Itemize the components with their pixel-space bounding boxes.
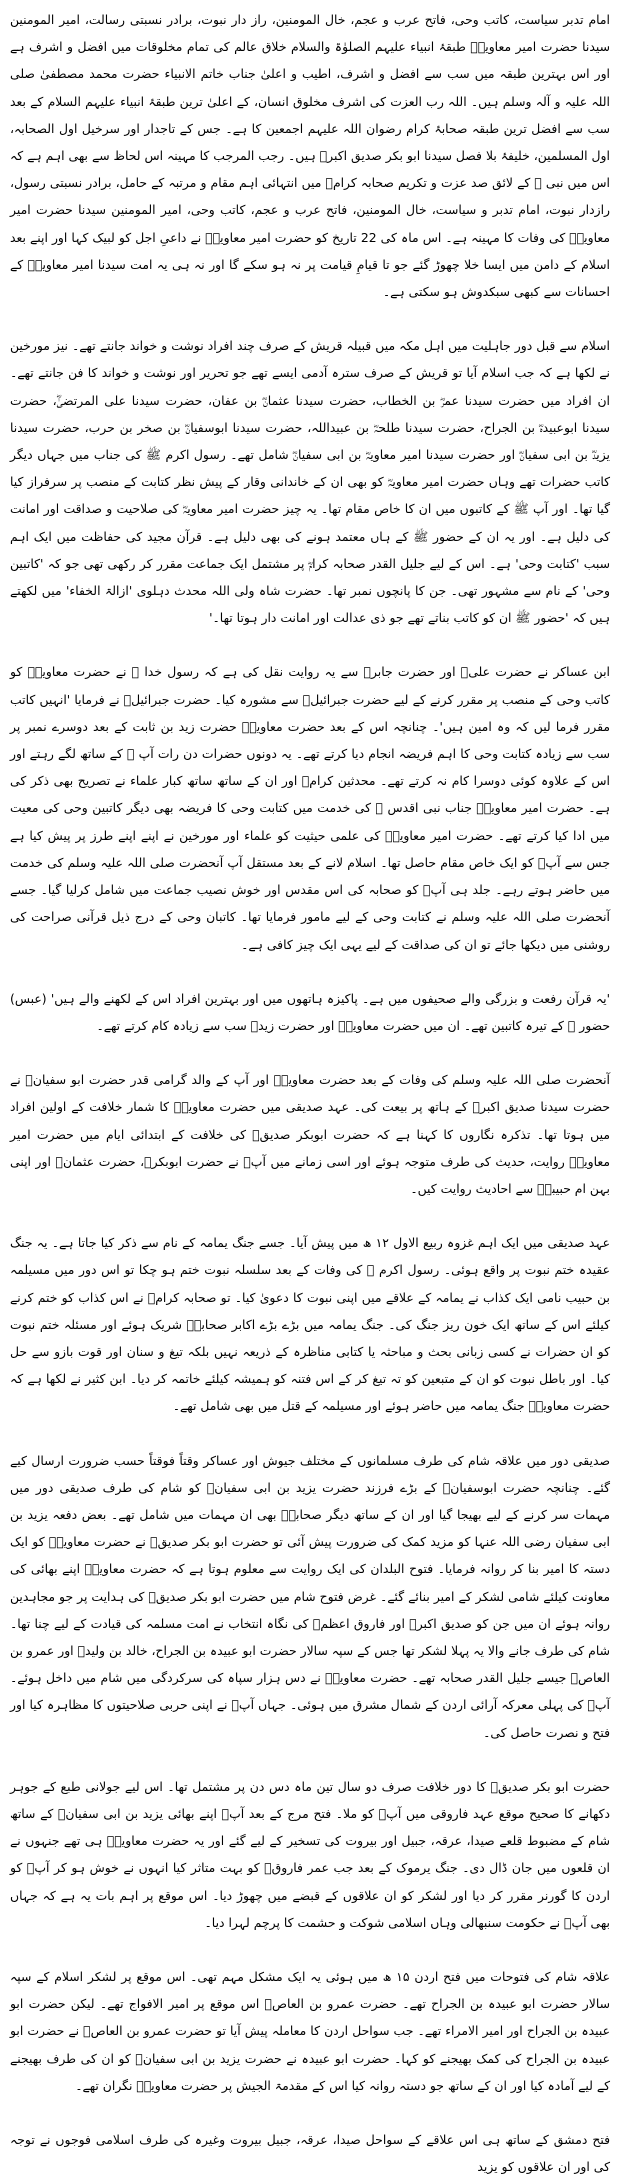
article-paragraph: حضرت ابو بکر صدیقؓ کا دور خلافت صرف دو سال تین ماہ دس دن پر مشتمل تھا۔ اس لیے جولانی طبع کے جوہر دکھانے کا صحیح موقع عہد فاروقی میں آپؓ کو ملا۔ فتح مرج کے بعد آپؓ اپنے بھائی یزید بن ابی سفیانؓ کے ساتھ شام کے مضبوط قلعے صیدا، عرقہ، جبیل اور بیروت کی تسخیر کے لیے گئے اور یہ حضرت معاویہؓ ہی تھے جنہوں نے ان قلعوں میں جان ڈال دی۔ جنگ یرموک کے بعد جب عمر فاروقؓ کو بہت متاثر کیا انہوں نے خوش ہو کر آپؓ کو اردن کا گورنر مقرر کر دیا اور لشکر کو ان علاقوں کے قبضے میں چھوڑ دیا۔ اس موقع پر اہم بات یہ ہے کہ جہاں بھی آپؓ نے حکومت سنبھالی وہاں اسلامی شوکت و حشمت کا پرچم لہرا دیا۔ <box>10 1778 610 1930</box>
article-paragraph: ابن عساکر نے حضرت علیؓ اور حضرت جابرؓ سے یہ روایت نقل کی ہے کہ رسول خدا ﷺ نے حضرت معاویہؓ کو کاتب وحی کے منصب پر مقرر کرنے کے لیے حضرت جبرائیلؑ سے مشورہ کیا۔ حضرت جبرائیلؑ نے فرمایا 'انہیں کاتب مقرر فرما لیں کہ وہ امین ہیں'۔ چنانچہ اس کے بعد حضرت معاویہؓ حضرت زید بن ثابت کے بعد دوسرے نمبر پر سب سے زیادہ کتابت وحی کا اہم فریضہ انجام دیا کرتے تھے۔ یہ دونوں حضرات دن رات آپ ﷺ کے ساتھ لگے رہتے اور اس کے علاوہ کوئی دوسرا کام نہ کرتے تھے۔ محدثین کرامؒ اور ان کے ساتھ ساتھ کبار علماء نے تصریح بھی ذکر کی ہے۔ حضرت امیر معاویہؓ جناب نبی اقدس ﷺ کی خدمت میں کتابت وحی کا فریضہ بھی دیگر کاتبین وحی کی معیت میں ادا کیا کرتے تھے۔ حضرت امیر معاویہؓ کی علمی حیثیت کو علماء اور مورخین نے اپنے اپنے طرز پر پیش کیا ہے جس سے آپؓ کو ایک خاص مقام حاصل تھا۔ اسلام لانے کے بعد مستقل آپ آنحضرت صلی اللہ علیہ وسلم کی خدمت میں حاضر ہوتے رہے۔ جلد ہی آپؓ کو صحابہ کی اس مقدس اور خوش نصیب جماعت میں شامل کرلیا گیا۔ جسے آنحضرت صلی اللہ علیہ وسلم نے کتابت وحی کے لیے مامور فرمایا تھا۔ کاتبان وحی کے درج ذیل قرآنی صراحت کی روشنی میں دیکھا جائے تو ان کی صداقت کے لیے یہی ایک چیز کافی ہے۔ <box>10 664 610 952</box>
article-paragraph: عہد صدیقی میں ایک اہم غزوہ ربیع الاول ۱۲ ھ میں پیش آیا۔ جسے جنگ یمامہ کے نام سے ذکر کیا جاتا ہے۔ یہ جنگ عقیدہ ختم نبوت پر واقع ہوئی۔ رسول اکرم ﷺ کی وفات کے بعد سلسلہ نبوت ختم ہو چکا تو اس دور میں مسیلمہ بن حبیب نامی ایک کذاب نے یمامہ کے علاقے میں اپنی نبوت کا دعویٰ کیا۔ تو صحابہ کرامؓ نے اس کذاب کو ختم کرنے کیلئے اس کے ساتھ ایک خون ریز جنگ کی۔ جنگ یمامہ میں بڑے بڑے اکابر صحابہؓ شریک ہوئے اور مسئلہ ختم نبوت کو ان حضرات نے کسی زبانی بحث و مباحثہ یا کتابی مناظرہ کے ذریعہ نہیں بلکہ تیغ و سنان اور قوت بازو سے حل کیا۔ اور باطل نبوت کو ان کے متبعین کو تہ تیغ کر کے اس فتنہ کو ہمیشہ کیلئے خاتمہ کر دیا۔ ابن کثیر نے لکھا ہے کہ حضرت معاویہؓ جنگ یمامہ میں حاضر ہوئے اور مسیلمہ کے قتل میں بھی شامل تھے۔ <box>10 1235 610 1414</box>
article-paragraph: اسلام سے قبل دور جاہلیت میں اہل مکہ میں قبیلہ قریش کے صرف چند افراد نوشت و خواند جانتے تھے۔ نیز مورخین نے لکھا ہے کہ جب اسلام آیا تو قریش کے صرف سترہ آدمی ایسے تھے جو تحریر اور نوشت و خواند کا فن جانتے تھے۔ ان افراد میں حضرت سیدنا عمرؓ بن الخطاب، حضرت سیدنا عثمانؓ بن عفان، حضرت سیدنا علی المرتضیٰؓ، حضرت سیدنا ابوعبیدہؓ بن الجراح، حضرت سیدنا طلحہؓ بن عبیداللہ، حضرت سیدنا ابوسفیانؓ بن صخر بن حرب، حضرت سیدنا یزیدؓ بن ابی سفیانؓ اور حضرت سیدنا امیر معاویہؓ بن ابی سفیانؓ شامل تھے۔ رسول اکرم ﷺ کی جناب میں جہاں دیگر کاتب حضرات تھے وہاں حضرت امیر معاویہؓ کو بھی ان کے خاندانی وقار کے پیش نظر کتابت کے منصب پر سرفراز کیا گیا تھا۔ اور آپ ﷺ کے کاتبوں میں ان کا خاص مقام تھا۔ یہ چیز حضرت امیر معاویہؓ کی صلاحیت و صداقت اور امانت کی دلیل ہے۔ اور یہ ان کے حضور ﷺ کے ہاں معتمد ہونے کی بھی دلیل ہے۔ قرآن مجید کی حفاظت میں ایک اہم سبب 'کتابت وحی' ہے۔ اس کے لیے جلیل القدر صحابہ کرامؓ پر مشتمل ایک جماعت مقرر کر رکھی تھی جو کہ 'کاتبین وحی' کے نام سے مشہور تھی۔ جن کا پانچوں نمبر تھا۔ حضرت شاہ ولی اللہ محدث دہلوی 'ازالۃ الخفاء' میں لکھتے ہیں کہ 'حضور ﷺ ان کو کاتب بناتے تھے جو ذی عدالت اور امانت دار ہوتا تھا۔' <box>10 338 610 626</box>
article-paragraph: 'یہ قرآن رفعت و بزرگی والے صحیفوں میں ہے۔ پاکیزہ ہاتھوں میں اور بہترین افراد اس کے لکھنے والے ہیں' (عبس) حضور ﷺ کے تیرہ کاتبین تھے۔ ان میں حضرت معاویہؓ اور حضرت زیدؓ سب سے زیادہ کام کرتے تھے۔ <box>10 990 610 1033</box>
article-paragraph: صدیقی دور میں علاقہ شام کی طرف مسلمانوں کے مختلف جیوش اور عساکر وقتاً فوقتاً حسب ضرورت ارسال کیے گئے۔ چنانچہ حضرت ابوسفیانؓ کے بڑے فرزند حضرت یزید بن ابی سفیانؓ کو شام کی طرف صدیقی دور میں مہمات سر کرنے کے لیے بھیجا گیا اور ان کے ساتھ دیگر صحابہؓ بھی ان مہمات میں شامل تھے۔ بعض دفعہ یزید بن ابی سفیان رضی اللہ عنہا کو مزید کمک کی ضرورت پیش آئی تو حضرت ابو بکر صدیقؓ نے حضرت معاویہؓ کو ایک دستہ کا امیر بنا کر روانہ فرمایا۔ فتوح البلدان کی ایک روایت سے معلوم ہوتا ہے کہ حضرت معاویہؓ اپنے بھائی کی معاونت کیلئے شامی لشکر کے امیر بنائے گئے۔ غرض فتوح شام میں حضرت ابو بکر صدیقؓ کی ہدایت پر جو مجاہدین روانہ ہوئے ان میں جن کو صدیق اکبرؓ اور فاروق اعظمؓ کی نگاہ انتخاب نے امت مسلمہ کی قیادت کے لیے چنا تھا۔ شام کی طرف جانے والا یہ پہلا لشکر تھا جس کے سپہ سالار حضرت ابو عبیدہ بن الجراح، خالد بن ولیدؓ اور عمرو بن العاصؓ جیسے جلیل القدر صحابہ تھے۔ حضرت معاویہؓ نے دس ہزار سپاہ کی سرکردگی میں شام میں داخل ہوئے۔ آپؓ کی پہلی معرکہ آرائی اردن کے شمال مشرق میں ہوئی۔ جہاں آپؓ نے اپنی حربی صلاحیتوں کا مظاہرہ کیا اور فتح و نصرت حاصل کی۔ <box>10 1452 610 1740</box>
article-paragraph: فتح دمشق کے ساتھ ہی اس علاقے کے سواحل صیدا، عرقہ، جبیل بیروت وغیرہ کی طرف اسلامی فوجوں نے توجہ کی اور ان علاقوں کو یزید <box>10 2132 610 2175</box>
article-paragraph: امام تدبر سیاست، کاتب وحی، فاتح عرب و عجم، خال المومنین، راز دار نبوت، برادر نسبتی رسالت، امیر المومنین سیدنا حضرت امیر معاویہؓ طبقۂ انبیاء علیہم الصلوٰۃ والسلام خلاق عالم کی تمام مخلوقات میں افضل و اشرف ہے اور اس بہترین طبقہ میں سب سے افضل و اشرف، اطیب و اعلیٰ جناب خاتم الانبیاء حضرت محمد مصطفیٰ صلی اللہ علیہ و آلہ وسلم ہیں۔ اللہ رب العزت کی اشرف مخلوق انسان، کے اعلیٰ ترین طبقۂ انبیاء علیہم السلام کے بعد سب سے افضل ترین طبقہ صحابۂ کرام رضوان اللہ علیہم اجمعین کا ہے۔ جس کے تاجدار اور سرخیل اول الصحابہ، اول المسلمین، خلیفۂ بلا فصل سیدنا ابو بکر صدیق اکبرؓ ہیں۔ رجب المرجب کا مہینہ اس لحاظ سے بھی اہم ہے کہ اس میں نبی ﷺ کے لائق صد عزت و تکریم صحابہ کرامؓ میں انتہائی اہم مقام و مرتبہ کے حامل، برادر نسبتی رسول، رازدار نبوت، امام تدبر و سیاست، خال المومنین، فاتح عرب و عجم، کاتب وحی، امیر المومنین سیدنا حضرت امیر معاویہؓ کی وفات کا مہینہ ہے۔ اس ماہ کی 22 تاریخ کو حضرت امیر معاویہؓ نے داعیِ اجل کو لبیک کہا اور اپنے بعد اسلام کے دامن میں ایسا خلا چھوڑ گئے جو تا قیامِ قیامت پر نہ ہو سکے گا اور نہ ہی یہ امت سیدنا امیر معاویہؓ کے احسانات سے کبھی سبکدوش ہو سکتی ہے۔ <box>10 12 611 300</box>
article-body <box>10 6 610 2180</box>
article-paragraph: آنحضرت صلی اللہ علیہ وسلم کی وفات کے بعد حضرت معاویہؓ اور آپ کے والد گرامی قدر حضرت ابو سفیانؓ نے حضرت سیدنا صدیق اکبرؓ کے ہاتھ پر بیعت کی۔ عہد صدیقی میں حضرت معاویہؓ کا شمار خلافت کے اولین افراد میں ہوتا تھا۔ تذکرہ نگاروں کا کہنا ہے کہ حضرت ابوبکر صدیقؓ کی خلافت کے ابتدائی ایام میں حضرت امیر معاویہؓ روایت، حدیث کی طرف متوجہ ہوئے اور اسی زمانے میں آپؓ نے حضرت ابوبکرؓ، حضرت عثمانؓ اور اپنی بہن ام حبیبہؓ سے احادیث روایت کیں۔ <box>10 1072 610 1196</box>
article-paragraph: علاقہ شام کی فتوحات میں فتح اردن ۱۵ ھ میں ہوئی یہ ایک مشکل مہم تھی۔ اس موقع پر لشکر اسلام کے سپہ سالار حضرت ابو عبیدہ بن الجراح تھے۔ حضرت عمرو بن العاصؓ اس موقع پر امیر الافواج تھے۔ لیکن حضرت ابو عبیدہ بن الجراح اور امیر الامراء تھے۔ جب سواحل اردن کا معاملہ پیش آیا تو حضرت عمرو بن العاصؓ نے حضرت ابو عبیدہ بن الجراح کی کمک بھیجنے کو کہا۔ حضرت ابو عبیدہ نے حضرت یزید بن ابی سفیانؓ کو ان کی طرف بھیجنے کے لیے آمادہ کیا اور ان کے ساتھ جو دستہ روانہ کیا اس کے مقدمۃ الجیش پر حضرت معاویہؓ نگران تھے۔ <box>10 1969 610 2093</box>
